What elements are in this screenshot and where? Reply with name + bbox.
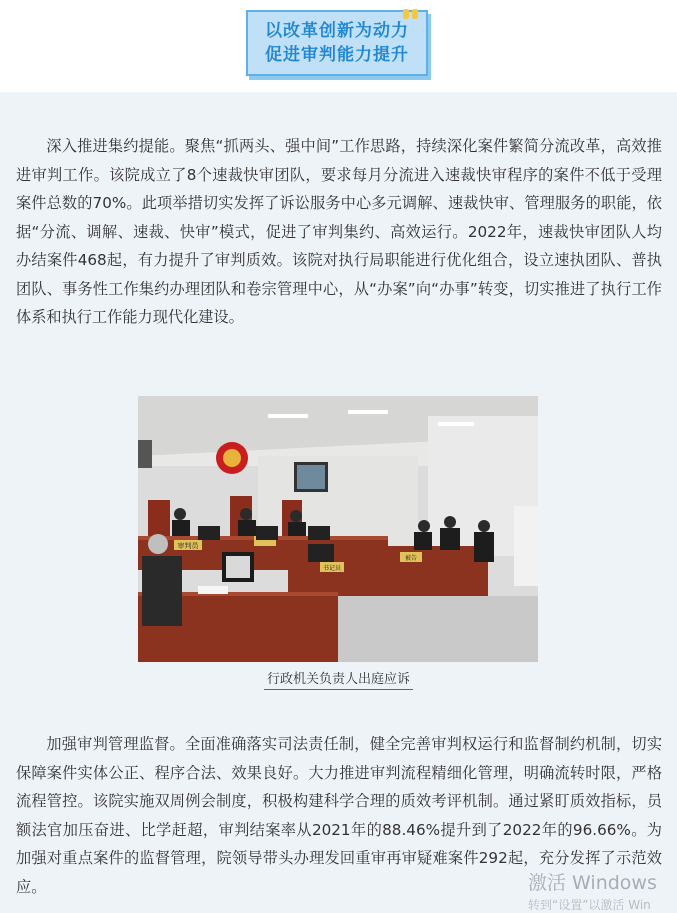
courtroom-illustration [138,396,538,662]
windows-activation-hint: 转到“设置”以激活 Win [528,898,651,912]
section-title-line2: 促进审判能力提升 [265,45,409,65]
defendant-sign: 被告 [404,555,418,562]
quote-decoration-icon [403,4,421,16]
courtroom-photo[interactable] [138,396,538,662]
article-paragraph-1: 深入推进集约提能。聚焦“抓两头、强中间”工作思路，持续深化案件繁简分流改革，高效推进审判工作。该院成立了8个速裁快审团队，要求每月分流进入速裁快审程序的案件不低于受理案件总数的70%。此项举措切实发挥了诉讼服务中心多元调解、速裁快审、管理服务的职能，依据“分流、调解、速裁、快审”模式，促进了审判集约、高效运行。2022年，速裁快审团队人均办结案件468起，有力提升了审判质效。该院对执行局职能进行优化组合，设立速执团队、普执团队、事务性工作集约办理团队和卷宗管理中心，从“办案”向“办事”转变，切实推进了执行工作体系和执行工作能力现代化建设。 [16,137,662,326]
article-paragraph-2: 加强审判管理监督。全面准确落实司法责任制，健全完善审判权运行和监督制约机制，切实保障案件实体公正、程序合法、效果良好。大力推进审判流程精细化管理，明确流转时限，严格流程管控。该院实施双周例会制度，积极构建科学合理的质效考评机制。通过紧盯质效指标，员额法官加压奋进、比学赶超，审判结案率从2021年的88.46%提升到了2022年的96.66%。为加强对重点案件的监督管理，院领导带头办理发回重审再审疑难案件292起，充分发挥了示范效应。 [16,735,662,896]
article-body [0,92,677,912]
header-band [0,0,677,92]
judge-sign: 审判员 [177,542,199,550]
section-title-line1: 以改革创新为动力 [265,21,409,41]
section-title-box [246,10,428,76]
photo-caption [0,668,677,687]
windows-activation-watermark: 激活 Windows [528,872,657,894]
clerk-sign: 书记员 [322,565,342,572]
photo-caption-text: 行政机关负责人出庭应诉 [264,672,413,690]
